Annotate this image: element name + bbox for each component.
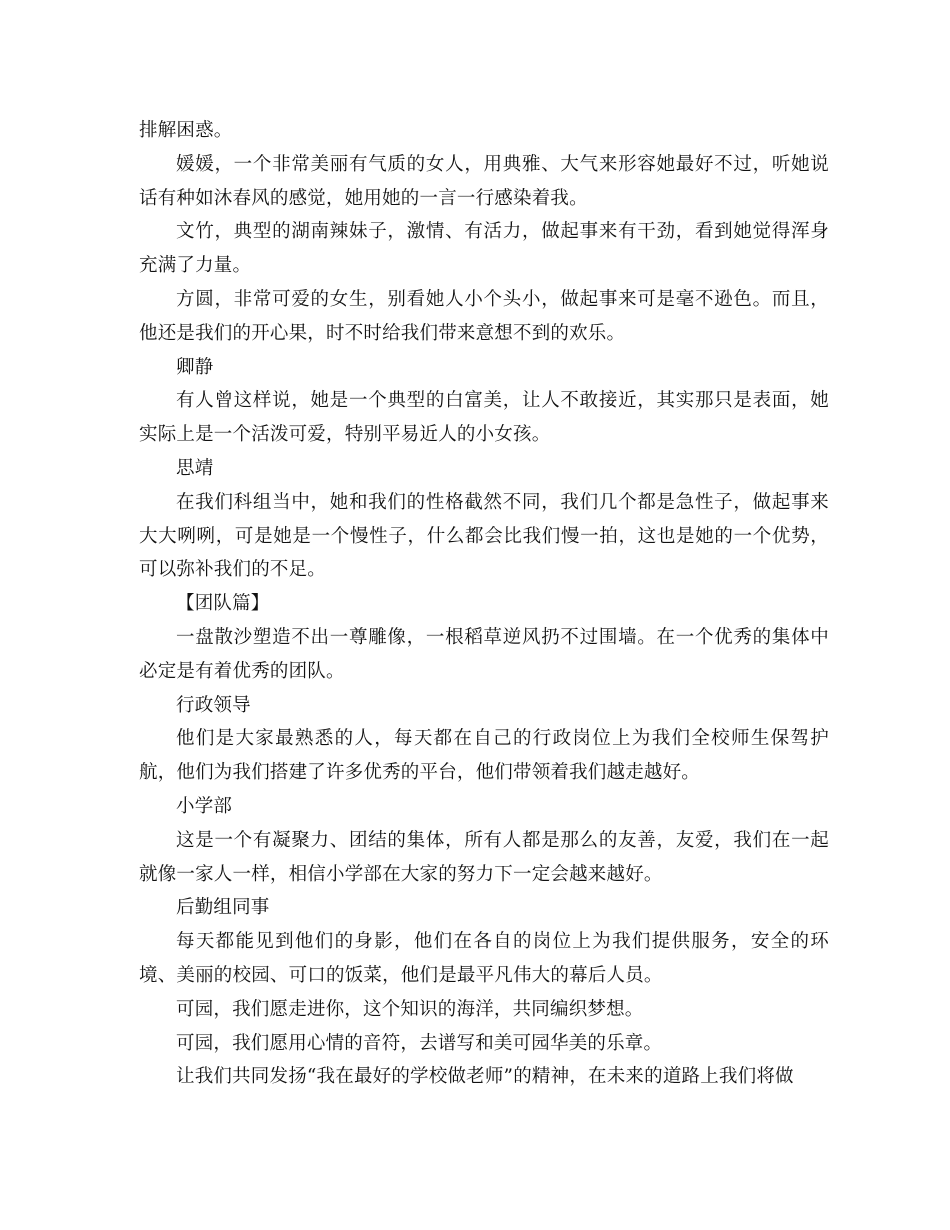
paragraph: 后勤组同事 [176, 897, 270, 919]
paragraph: 行政领导 [176, 694, 251, 716]
paragraph: 有人曾这样说，她是一个典型的白富美，让人不敢接近，其实那只是表面，她实际上是一个活泼可爱，特别平易近人的小女孩。 [139, 390, 829, 446]
paragraph: 在我们科组当中，她和我们的性格截然不同，我们几个都是急性子，做起事来大大咧咧，可是她是一个慢性子，什么都会比我们慢一拍，这也是她的一个优势，可以弥补我们的不足。 [139, 491, 829, 581]
paragraph: 可园，我们愿走进你，这个知识的海洋，共同编织梦想。 [176, 998, 644, 1020]
paragraph: 文竹，典型的湖南辣妹子，激情、有活力，做起事来有干劲，看到她觉得浑身充满了力量。 [139, 221, 829, 277]
document-body [139, 114, 829, 1094]
paragraph: 让我们共同发扬“我在最好的学校做老师”的精神，在未来的道路上我们将做 [176, 1066, 794, 1088]
paragraph: 这是一个有凝聚力、团结的集体，所有人都是那么的友善，友爱，我们在一起就像一家人一样，相信小学部在大家的努力下一定会越来越好。 [139, 829, 829, 885]
paragraph: 一盘散沙塑造不出一尊雕像，一根稻草逆风扔不过围墙。在一个优秀的集体中必定是有着优秀的团队。 [139, 626, 829, 682]
paragraph: 【团队篇】 [176, 593, 270, 615]
paragraph: 可园，我们愿用心情的音符，去谱写和美可园华美的乐章。 [176, 1032, 663, 1054]
paragraph: 媛媛，一个非常美丽有气质的女人，用典雅、大气来形容她最好不过，听她说话有种如沐春风的感觉，她用她的一言一行感染着我。 [139, 153, 829, 209]
paragraph: 卿静 [176, 356, 214, 378]
paragraph: 小学部 [176, 795, 233, 817]
paragraph: 每天都能见到他们的身影，他们在各自的岗位上为我们提供服务，安全的环境、美丽的校园、可口的饭菜，他们是最平凡伟大的幕后人员。 [139, 931, 829, 986]
paragraph: 他们是大家最熟悉的人，每天都在自己的行政岗位上为我们全校师生保驾护航，他们为我们搭建了许多优秀的平台，他们带领着我们越走越好。 [139, 728, 829, 784]
paragraph: 方圆，非常可爱的女生，别看她人小个头小，做起事来可是毫不逊色。而且，他还是我们的开心果，时不时给我们带来意想不到的欢乐。 [139, 288, 829, 344]
paragraph: 思靖 [176, 457, 214, 479]
paragraph: 排解困惑。 [139, 120, 233, 141]
